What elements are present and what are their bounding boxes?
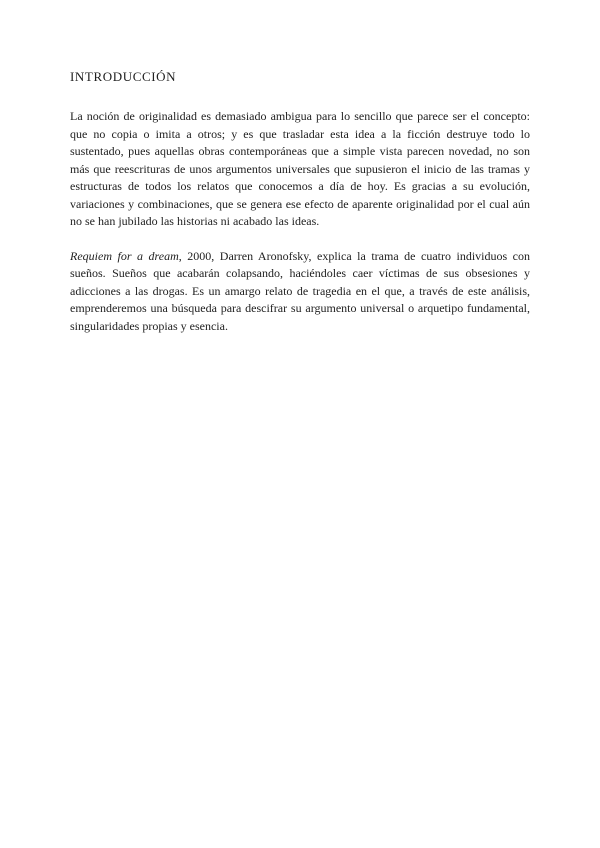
document-title: INTRODUCCIÓN	[70, 69, 177, 84]
paragraph-film-analysis	[70, 248, 530, 336]
paragraph-introduction: La noción de originalidad es demasiado ambigua para lo sencillo que parece ser el concepto: que no copia o imita a otros; y es que trasladar esta idea a la ficción destruye todo lo sustentado, pues aquellas obras contemporáneas que a simple vista parecen novedad, no son más que reescrituras de unos argumentos universales que supusieron el inicio de las tramas y estructuras de todos los relatos que conocemos a día de hoy. Es gracias a su evolución, variaciones y combinaciones, que se genera ese efecto de aparente originalidad por el cual aún no se han jubilado las historias ni acabado las ideas.	[70, 109, 530, 228]
paragraph-film-analysis-text: , 2000, Darren Aronofsky, explica la trama de cuatro individuos con sueños. Sueños que acabarán colapsando, haciéndoles caer víctimas de sus obsesiones y adicciones a las drogas. Es un amargo relato de tragedia en el que, a través de este análisis, emprenderemos una búsqueda para descifrar su argumento universal o arquetipo fundamental, singularidades propias y esencia.	[70, 248, 530, 333]
film-title-italic: Requiem for a dream	[70, 248, 179, 263]
